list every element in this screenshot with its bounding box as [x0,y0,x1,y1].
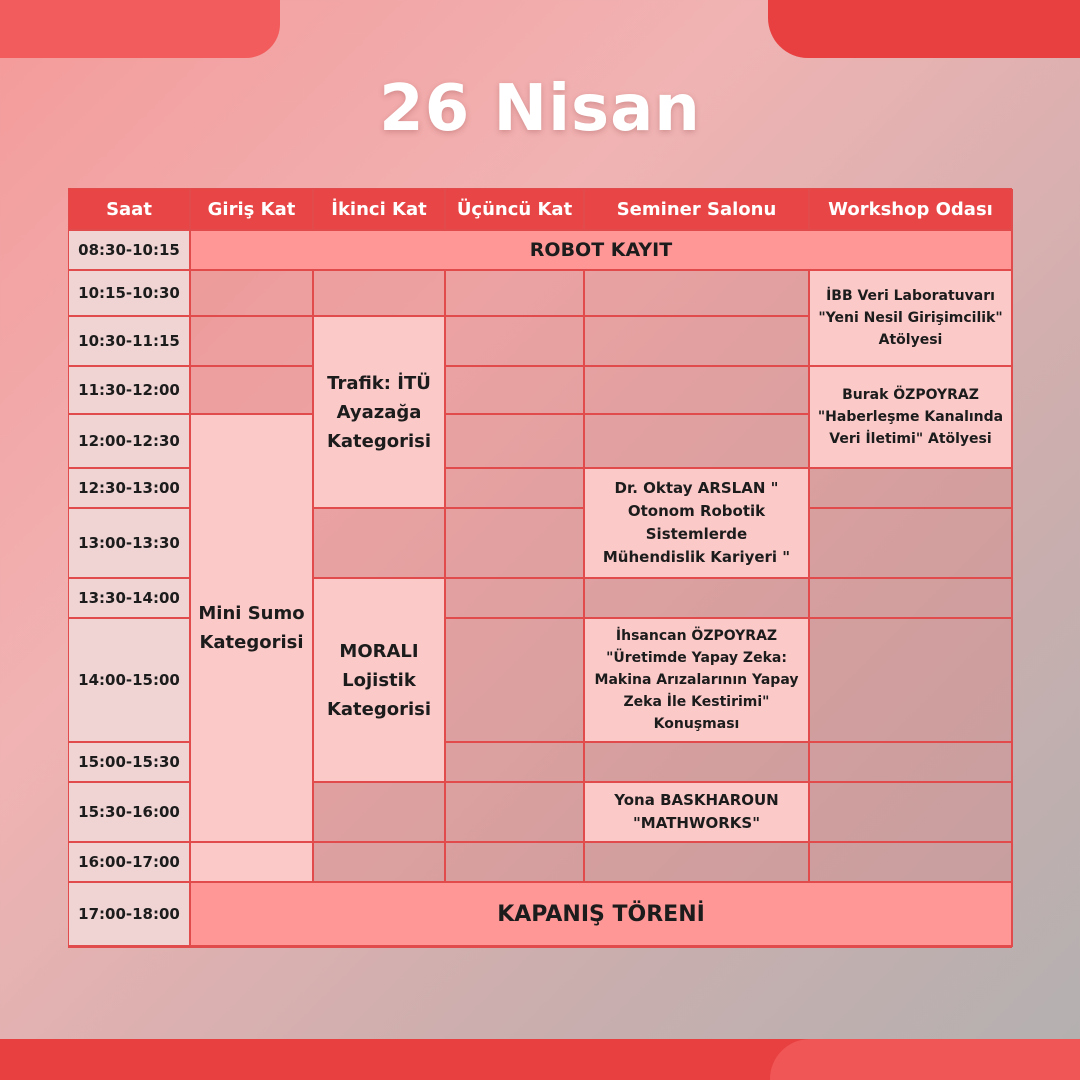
page-title: 26 Nisan [379,72,701,146]
empty-slot [314,271,446,317]
empty-slot [810,843,1013,883]
time-slot: 10:15-10:30 [69,271,191,317]
time-slot: 08:30-10:15 [69,231,191,271]
empty-slot [446,367,585,415]
empty-slot [446,509,585,579]
empty-slot [446,469,585,509]
empty-slot [810,783,1013,843]
kapanis-toreni-banner: KAPANIŞ TÖRENİ [191,883,1013,947]
workshop-burak-ozpoyraz: Burak ÖZPOYRAZ "Haberleşme Kanalında Veri İletimi" Atölyesi [810,367,1013,469]
empty-slot [446,843,585,883]
header-ikinci-kat: İkinci Kat [314,189,446,231]
schedule-table [68,188,1012,948]
empty-slot [446,317,585,367]
time-slot: 10:30-11:15 [69,317,191,367]
empty-slot [585,415,810,469]
empty-slot [191,843,314,883]
header-seminer-salonu: Seminer Salonu [585,189,810,231]
seminar-yona-baskharoun: Yona BASKHAROUN "MATHWORKS" [585,783,810,843]
decor-top-left [0,0,280,58]
decor-top-right [768,0,1080,58]
empty-slot [585,367,810,415]
empty-slot [585,317,810,367]
mini-sumo-category: Mini Sumo Kategorisi [191,415,314,843]
time-slot: 17:00-18:00 [69,883,191,947]
empty-slot [191,367,314,415]
header-ucuncu-kat: Üçüncü Kat [446,189,585,231]
time-slot: 12:30-13:00 [69,469,191,509]
empty-slot [810,509,1013,579]
empty-slot [810,579,1013,619]
time-slot: 11:30-12:00 [69,367,191,415]
time-slot: 13:00-13:30 [69,509,191,579]
seminar-oktay-arslan: Dr. Oktay ARSLAN " Otonom Robotik Sistemlerde Mühendislik Kariyeri " [585,469,810,579]
time-slot: 12:00-12:30 [69,415,191,469]
header-giris-kat: Giriş Kat [191,189,314,231]
empty-slot [585,271,810,317]
empty-slot [446,783,585,843]
time-slot: 15:30-16:00 [69,783,191,843]
morali-category: MORALI Lojistik Kategorisi [314,579,446,783]
trafik-category: Trafik: İTÜ Ayazağa Kategorisi [314,317,446,509]
empty-slot [810,469,1013,509]
empty-slot [314,843,446,883]
empty-slot [446,579,585,619]
robot-kayit-banner: ROBOT KAYIT [191,231,1013,271]
seminar-ihsancan-ozpoyraz: İhsancan ÖZPOYRAZ "Üretimde Yapay Zeka: Makina Arızalarının Yapay Zeka İle Kestirimi" Konuşması [585,619,810,743]
time-slot: 13:30-14:00 [69,579,191,619]
empty-slot [446,271,585,317]
header-saat: Saat [69,189,191,231]
empty-slot [585,843,810,883]
empty-slot [446,415,585,469]
empty-slot [810,619,1013,743]
decor-bottom-right [770,1039,1080,1080]
time-slot: 15:00-15:30 [69,743,191,783]
time-slot: 16:00-17:00 [69,843,191,883]
empty-slot [314,783,446,843]
empty-slot [810,743,1013,783]
header-workshop-odasi: Workshop Odası [810,189,1013,231]
empty-slot [585,743,810,783]
empty-slot [446,743,585,783]
time-slot: 14:00-15:00 [69,619,191,743]
empty-slot [314,509,446,579]
workshop-ibb: İBB Veri Laboratuvarı "Yeni Nesil Girişimcilik" Atölyesi [810,271,1013,367]
empty-slot [191,317,314,367]
empty-slot [191,271,314,317]
empty-slot [446,619,585,743]
empty-slot [585,579,810,619]
